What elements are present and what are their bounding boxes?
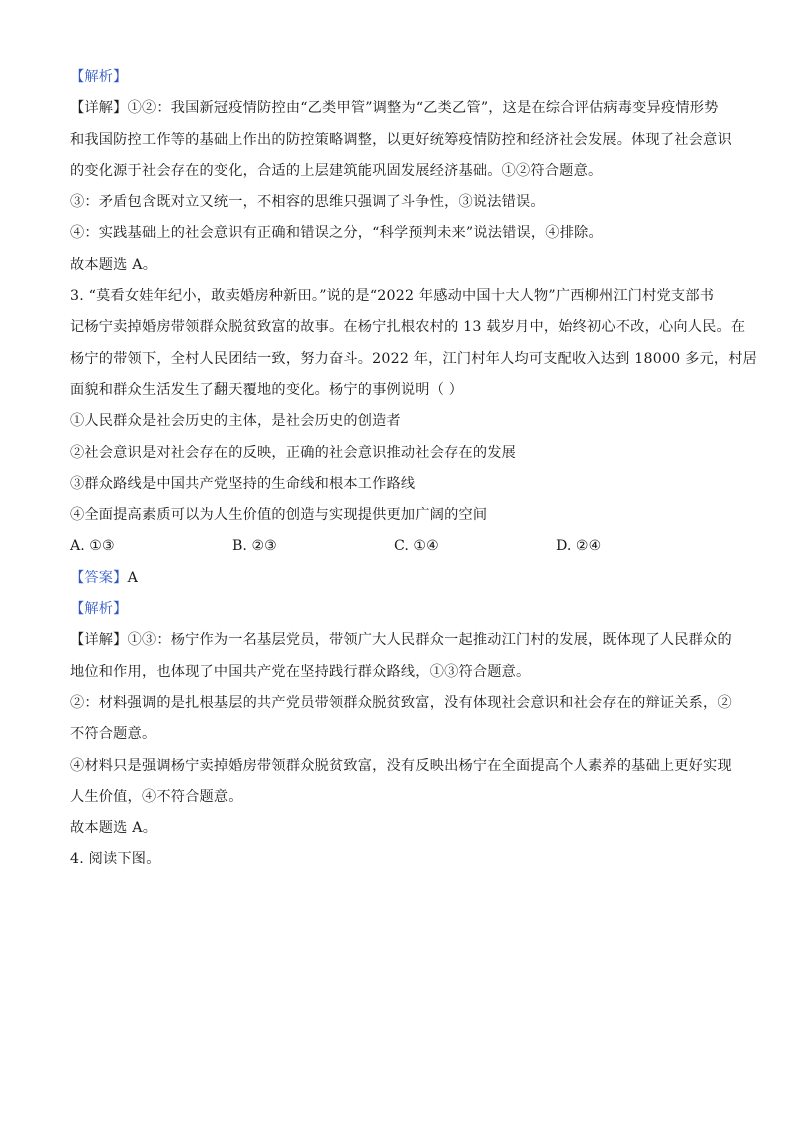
q3-stem-line-4: 面貌和群众生活发生了翻天覆地的变化。杨宁的事例说明（ ） xyxy=(70,381,464,398)
q3-statement-2: ②社会意识是对社会存在的反映，正确的社会意识推动社会存在的发展 xyxy=(70,444,517,461)
q3-detail-line-1 xyxy=(70,625,732,656)
q3-stem-line-2: 记杨宁卖掉婚房带领群众脱贫致富的故事。在杨宁扎根农村的 13 载岁月中，始终初心不改，心向人民。在 xyxy=(70,319,746,336)
q3-conclusion: 故本题选 A。 xyxy=(70,820,158,837)
q3-point-4-line-1: ④材料只是强调杨宁卖掉婚房带领群众脱贫致富，没有反映出杨宁在全面提高个人素养的基础上更好实现 xyxy=(70,757,732,774)
detail-line-2: 和我国防控工作等的基础上作出的防控策略调整，以更好统筹疫情防控和经济社会发展。体现了社会意识 xyxy=(70,131,732,148)
answer-label: 答案 xyxy=(84,569,114,586)
detail-line-3: 的变化源于社会存在的变化，合适的上层建筑能巩固发展经济基础。①②符合题意。 xyxy=(70,162,603,179)
q3-point-4-line-2: 人生价值，④不符合题意。 xyxy=(70,788,243,805)
q3-stem-line-3: 杨宁的带领下，全村人民团结一致，努力奋斗。2022 年，江门村年人均可支配收入达到 18000 多元，村居 xyxy=(70,350,758,367)
q3-stem-line-1: 3. “莫看女娃年纪小，敢卖婚房种新田。”说的是“2022 年感动中国十大人物”广西柳州江门村党支部书 xyxy=(70,288,715,305)
point-3: ③：矛盾包含既对立又统一，不相容的思维只强调了斗争性，③说法错误。 xyxy=(70,194,545,211)
answer-label-bracket: 【答案】 xyxy=(70,569,128,586)
q3-point-2-line-2: 不符合题意。 xyxy=(70,726,157,743)
answer-value: A xyxy=(127,569,139,586)
q3-detail-label: 详解 xyxy=(84,632,114,649)
q3-option-c: C. ①④ xyxy=(394,538,439,555)
q3-statement-3: ③群众路线是中国共产党坚持的生命线和根本工作路线 xyxy=(70,475,416,492)
document-page xyxy=(70,62,758,876)
q3-option-b: B. ②③ xyxy=(232,538,277,555)
q3-options xyxy=(70,531,726,562)
q3-point-2-line-1: ②：材料强调的是扎根基层的共产党员带领群众脱贫致富，没有体现社会意识和社会存在的辩证关系，② xyxy=(70,694,732,711)
q4-stem: 4. 阅读下图。 xyxy=(70,851,161,868)
detail-label: 详解 xyxy=(84,100,114,117)
q3-statement-1: ①人民群众是社会历史的主体，是社会历史的创造者 xyxy=(70,413,401,430)
analysis-label: 解析 xyxy=(84,69,114,85)
analysis-heading xyxy=(70,62,726,93)
q3-option-d: D. ②④ xyxy=(556,538,602,555)
q3-statement-4: ④全面提高素质可以为人生价值的创造与实现提供更加广阔的空间 xyxy=(70,507,488,524)
analysis-label-bracket: 【解析】 xyxy=(70,69,128,85)
q3-answer xyxy=(70,563,726,594)
detail-text: ①②：我国新冠疫情防控由“乙类甲管”调整为“乙类乙管”，这是在综合评估病毒变异疫情形势 xyxy=(127,100,719,117)
q3-analysis-heading xyxy=(70,594,726,625)
conclusion: 故本题选 A。 xyxy=(70,256,158,273)
q3-option-a: A. ①③ xyxy=(70,538,115,555)
detail-line-1 xyxy=(70,93,726,124)
q3-detail-label-bracket: 【详解】 xyxy=(70,632,128,649)
q3-detail-text: ①③：杨宁作为一名基层党员，带领广大人民群众一起推动江门村的发展，既体现了人民群众的 xyxy=(127,632,732,649)
q3-analysis-label: 解析 xyxy=(84,601,114,618)
q3-analysis-label-bracket: 【解析】 xyxy=(70,601,128,618)
point-4: ④：实践基础上的社会意识有正确和错误之分，“科学预判未来”说法错误，④排除。 xyxy=(70,225,603,242)
detail-label-bracket: 【详解】 xyxy=(70,100,128,117)
q3-detail-line-2: 地位和作用，也体现了中国共产党在坚持践行群众路线，①③符合题意。 xyxy=(70,663,531,680)
